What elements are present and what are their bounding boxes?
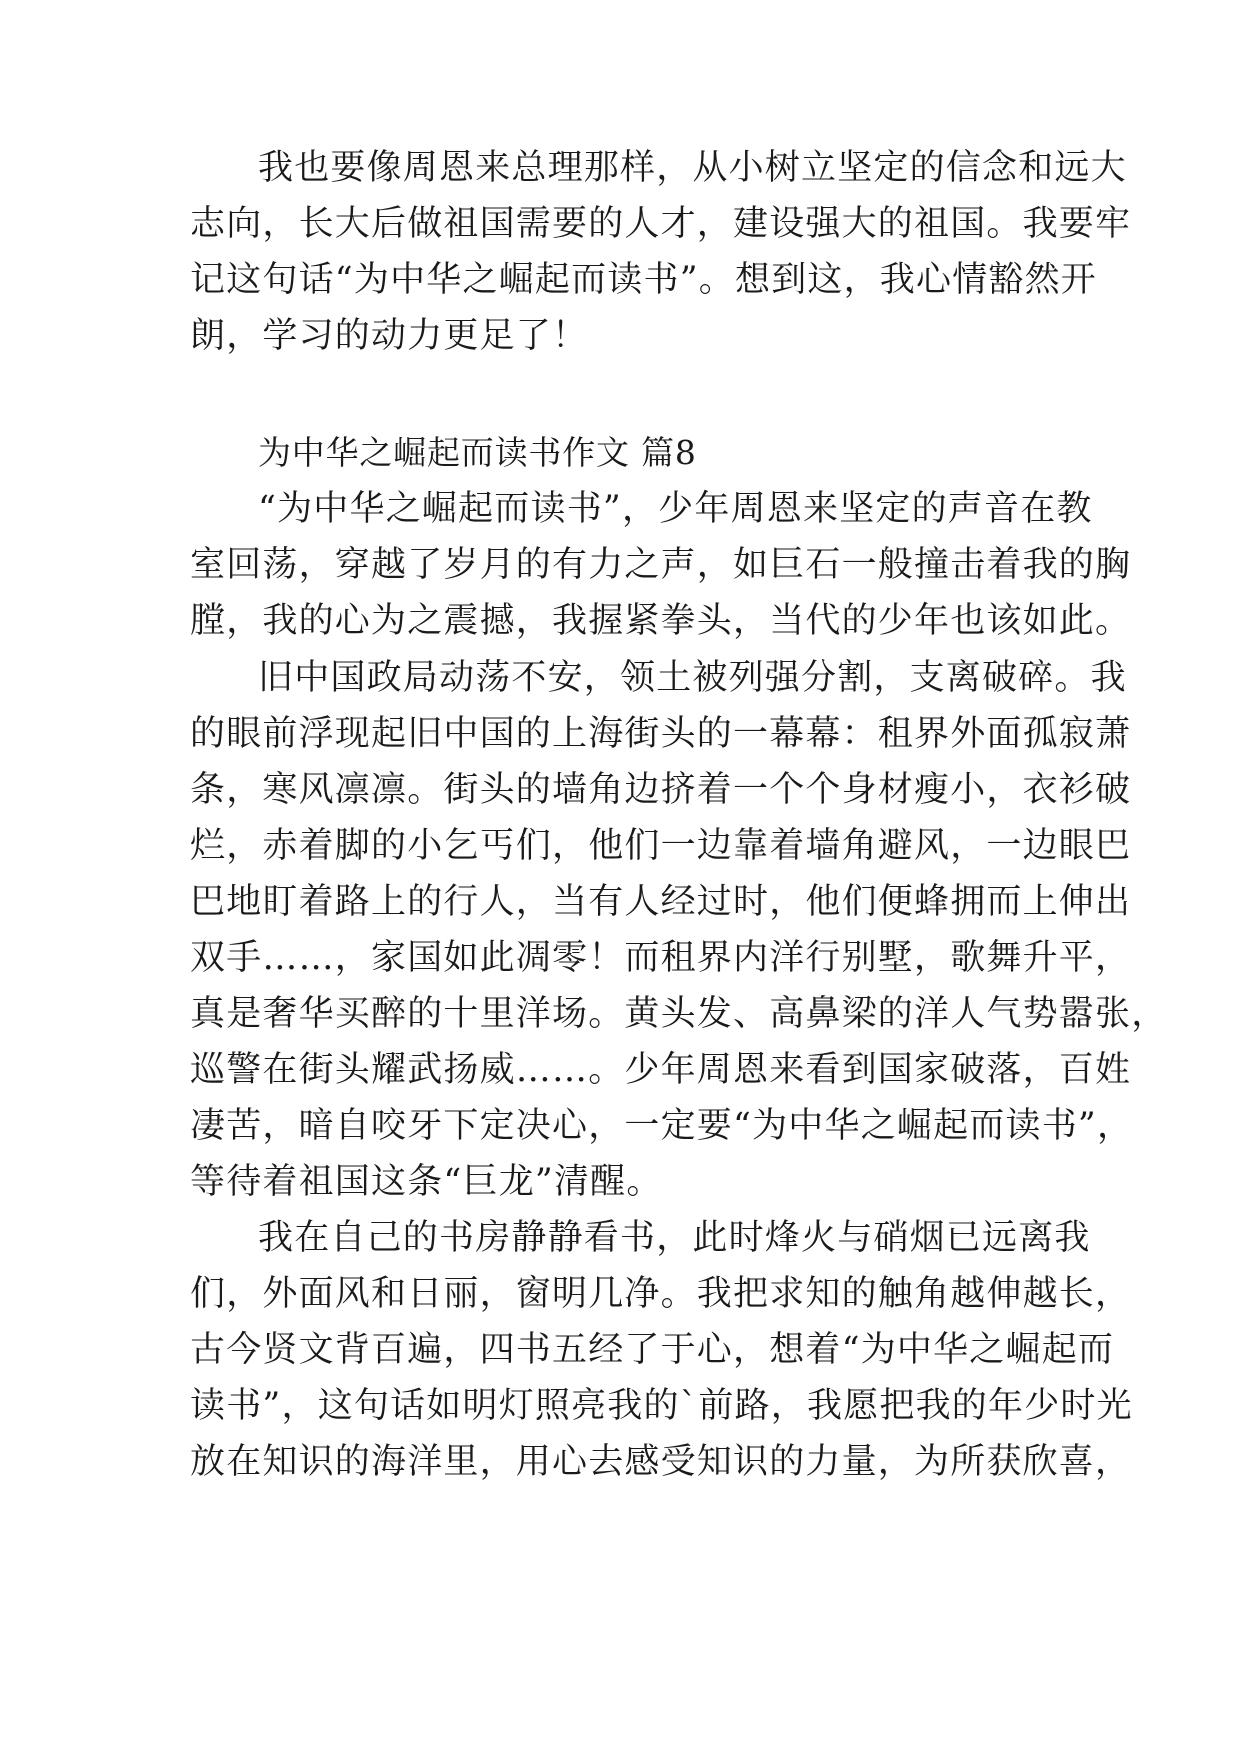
- paragraph-1-line-4: 朗，学习的动力更足了！: [190, 316, 589, 356]
- paragraph-2-line-2: 室回荡，穿越了岁月的有力之声，如巨石一般撞击着我的胸: [190, 545, 1132, 585]
- paragraph-3-line-9: 凄苦，暗自咬牙下定决心，一定要“为中华之崛起而读书”，: [190, 1106, 1134, 1146]
- paragraph-3-line-2: 的眼前浮现起旧中国的上海街头的一幕幕：租界外面孤寂萧: [190, 714, 1132, 754]
- paragraph-4-line-5: 放在知识的海洋里，用心去感受知识的力量，为所获欣喜，: [190, 1442, 1132, 1482]
- paragraph-3-line-6: 双手……，家国如此凋零！而租界内洋行别墅，歌舞升平，: [190, 938, 1132, 978]
- paragraph-1-line-3: 记这句话“为中华之崛起而读书”。想到这，我心情豁然开: [190, 260, 1097, 300]
- paragraph-3-line-8: 巡警在街头耀武扬威……。少年周恩来看到国家破落，百姓: [190, 1050, 1132, 1090]
- paragraph-4-line-1: 我在自己的书房静静看书，此时烽火与硝烟已远离我: [258, 1218, 1091, 1258]
- paragraph-3-line-7: 真是奢华买醉的十里洋场。黄头发、高鼻梁的洋人气势嚣张，: [190, 994, 1168, 1034]
- paragraph-3-line-5: 巴地盯着路上的行人，当有人经过时，他们便蜂拥而上伸出: [190, 882, 1132, 922]
- paragraph-2-line-3: 膛，我的心为之震撼，我握紧拳头，当代的少年也该如此。: [190, 601, 1132, 641]
- paragraph-3-line-10: 等待着祖国这条“巨龙”清醒。: [190, 1162, 663, 1202]
- paragraph-4-line-4: 读书”，这句话如明灯照亮我的`前路，我愿把我的年少时光: [190, 1386, 1133, 1426]
- paragraph-4-line-2: 们，外面风和日丽，窗明几净。我把求知的触角越伸越长，: [190, 1274, 1132, 1314]
- paragraph-3-line-1: 旧中国政局动荡不安，领土被列强分割，支离破碎。我: [258, 658, 1127, 698]
- section-heading: 为中华之崛起而读书作文 篇8: [258, 433, 697, 472]
- paragraph-4-line-3: 古今贤文背百遍，四书五经了于心，想着“为中华之崛起而: [190, 1330, 1115, 1370]
- paragraph-3-line-3: 条，寒风凛凛。街头的墙角边挤着一个个身材瘦小，衣衫破: [190, 770, 1132, 810]
- paragraph-2-line-1: “为中华之崛起而读书”，少年周恩来坚定的声音在教: [258, 489, 1093, 529]
- paragraph-1-line-1: 我也要像周恩来总理那样，从小树立坚定的信念和远大: [258, 148, 1127, 188]
- paragraph-1-line-2: 志向，长大后做祖国需要的人才，建设强大的祖国。我要牢: [190, 204, 1132, 244]
- paragraph-3-line-4: 烂，赤着脚的小乞丐们，他们一边靠着墙角避风，一边眼巴: [190, 826, 1132, 866]
